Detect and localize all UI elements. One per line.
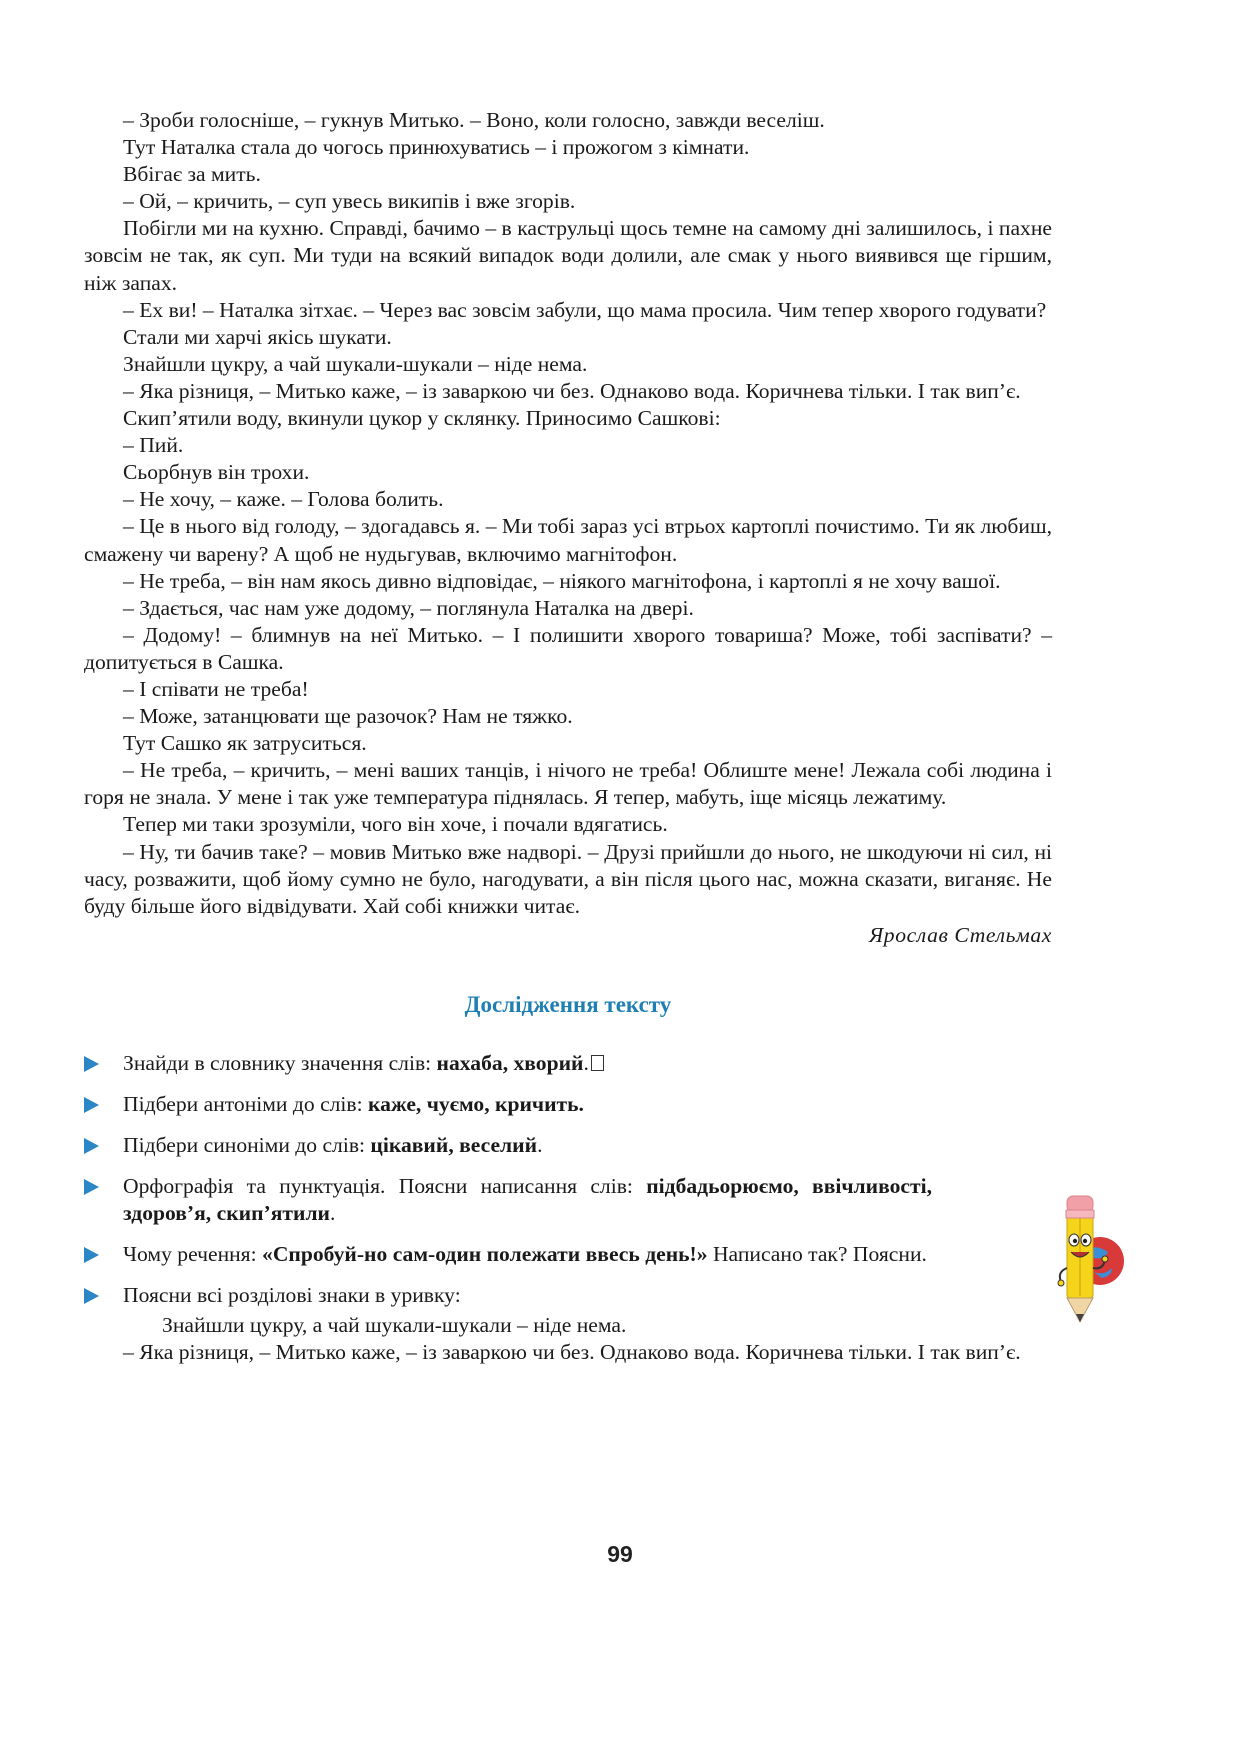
placeholder-box-icon	[591, 1055, 604, 1071]
example-line: Знайшли цукру, а чай шукали-шукали – ніде нема.	[162, 1312, 627, 1337]
triangle-bullet-icon	[84, 1056, 99, 1072]
story-paragraph: Побігли ми на кухню. Справді, бачимо – в каструльці щось темне на самому дні залишилось, і пахне зовсім не так, як суп. Ми туди на всякий випадок води долили, але смак у нього виявився ще гіршим, ніж запах.	[84, 216, 1052, 295]
task-item	[84, 1050, 1052, 1077]
author-signature: Ярослав Стельмах	[869, 922, 1052, 947]
task-tail: Написано так? Поясни.	[707, 1242, 927, 1267]
story-paragraph: – Не треба, – він нам якось дивно відповідає, – ніякого магнітофона, і картоплі я не хочу вашої.	[123, 568, 1001, 593]
task-example	[123, 1312, 1052, 1339]
pencil-mascot-icon	[1050, 1188, 1130, 1328]
story-paragraph: Вбігає за мить.	[123, 162, 261, 187]
task-keywords: каже, чуємо, кричить.	[368, 1092, 584, 1116]
story-paragraph: – Може, затанцювати ще разочок? Нам не тяжко.	[123, 704, 573, 729]
task-item	[84, 1091, 1052, 1118]
story-paragraph: – Додому! – блимнув на неї Митько. – І полишити хворого товариша? Може, тобі заспівати? – допитується в Сашка.	[84, 622, 1052, 674]
story-paragraph: Тут Сашко як затруситься.	[123, 731, 367, 756]
story-paragraph: Скип’ятили воду, вкинули цукор у склянку. Приносимо Сашкові:	[123, 406, 721, 431]
task-keywords: «Спробуй-но сам-один полежати ввесь день!»	[262, 1242, 708, 1267]
task-text: Підбери синоніми до слів:	[123, 1133, 371, 1158]
triangle-bullet-icon	[84, 1288, 99, 1304]
book-page	[84, 107, 1052, 1366]
task-item	[84, 1132, 1052, 1159]
task-text: Чому речення:	[123, 1242, 263, 1267]
triangle-bullet-icon	[84, 1179, 99, 1195]
example-line: – Яка різниця, – Митько каже, – із заваркою чи без. Однаково вода. Коричнева тільки. І так вип’є.	[123, 1339, 1021, 1364]
story-paragraph: – Ех ви! – Наталка зітхає. – Через вас зовсім забули, що мама просила. Чим тепер хворого годувати?	[123, 297, 1047, 322]
task-text: Знайди в словнику значення слів:	[123, 1050, 437, 1075]
story-paragraph: – Не хочу, – каже. – Голова болить.	[123, 487, 444, 512]
task-keywords: підбадьорюємо, ввічливості, здоров’я, скип’ятили	[123, 1174, 933, 1226]
story-paragraph: Тут Наталка стала до чогось принюхуватись – і прожогом з кімнати.	[123, 135, 750, 160]
story-paragraph: – Яка різниця, – Митько каже, – із заваркою чи без. Однаково вода. Коричнева тільки. І так вип’є.	[123, 378, 1021, 403]
story-paragraph: – Ой, – кричить, – суп увесь википів і вже згорів.	[123, 189, 576, 214]
task-item	[84, 1241, 1052, 1268]
story-paragraph: Знайшли цукру, а чай шукали-шукали – ніде нема.	[123, 351, 588, 376]
task-item	[84, 1282, 1052, 1338]
story-paragraph: – Це в нього від голоду, – здогадавсь я. – Ми тобі зараз усі втрьох картоплі почистимо. Ти як любиш, смажену чи варену? А щоб не нудьгував, включимо магнітофон.	[84, 514, 1052, 566]
task-keywords: нахаба, хворий	[436, 1050, 584, 1075]
task-list	[84, 1050, 1052, 1366]
task-tail: .	[330, 1201, 336, 1226]
page-number[interactable]: 99	[607, 1541, 633, 1567]
triangle-bullet-icon	[84, 1138, 99, 1154]
triangle-bullet-icon	[84, 1247, 99, 1263]
story-paragraph: Тепер ми таки зрозуміли, чого він хоче, і почали вдягатись.	[123, 812, 668, 837]
triangle-bullet-icon	[84, 1097, 99, 1113]
story-paragraph: – Не треба, – кричить, – мені ваших танців, і нічого не треба! Облиште мене! Лежала собі людина і горя не знала. У мене і так уже температура піднялась. Я тепер, мабуть, іще місяць лежатиму.	[84, 758, 1052, 810]
story-paragraph: – Зроби голосніше, – гукнув Митько. – Воно, коли голосно, завжди веселіш.	[123, 108, 825, 132]
task-text: Поясни всі розділові знаки в уривку:	[123, 1283, 461, 1308]
task-text: Орфографія та пунктуація. Поясни написання слів:	[123, 1174, 647, 1199]
story-paragraph: – І співати не треба!	[123, 676, 309, 701]
story-paragraph: Стали ми харчі якісь шукати.	[123, 324, 392, 349]
task-keywords: цікавий, веселий	[370, 1133, 538, 1158]
story-paragraph: – Ну, ти бачив таке? – мовив Митько вже надворі. – Друзі прийшли до нього, не шкодуючи ні сил, ні часу, розважити, щоб йому сумно не було, нагодувати, а він після цього нас, можна сказати, виганяє. Не буду більше його відвідувати. Хай собі книжки читає.	[84, 839, 1052, 918]
story-text	[84, 107, 1052, 920]
section-title[interactable]: Дослідження тексту	[464, 991, 672, 1017]
task-tail: .	[537, 1133, 543, 1158]
story-paragraph: – Здається, час нам уже додому, – поглянула Наталка на двері.	[123, 595, 694, 620]
task-tail: .	[583, 1050, 589, 1075]
task-item	[84, 1173, 1052, 1227]
task-text: Підбери антоніми до слів:	[123, 1092, 369, 1116]
story-paragraph: Сьорбнув він трохи.	[123, 460, 310, 485]
story-paragraph: – Пий.	[123, 433, 184, 458]
